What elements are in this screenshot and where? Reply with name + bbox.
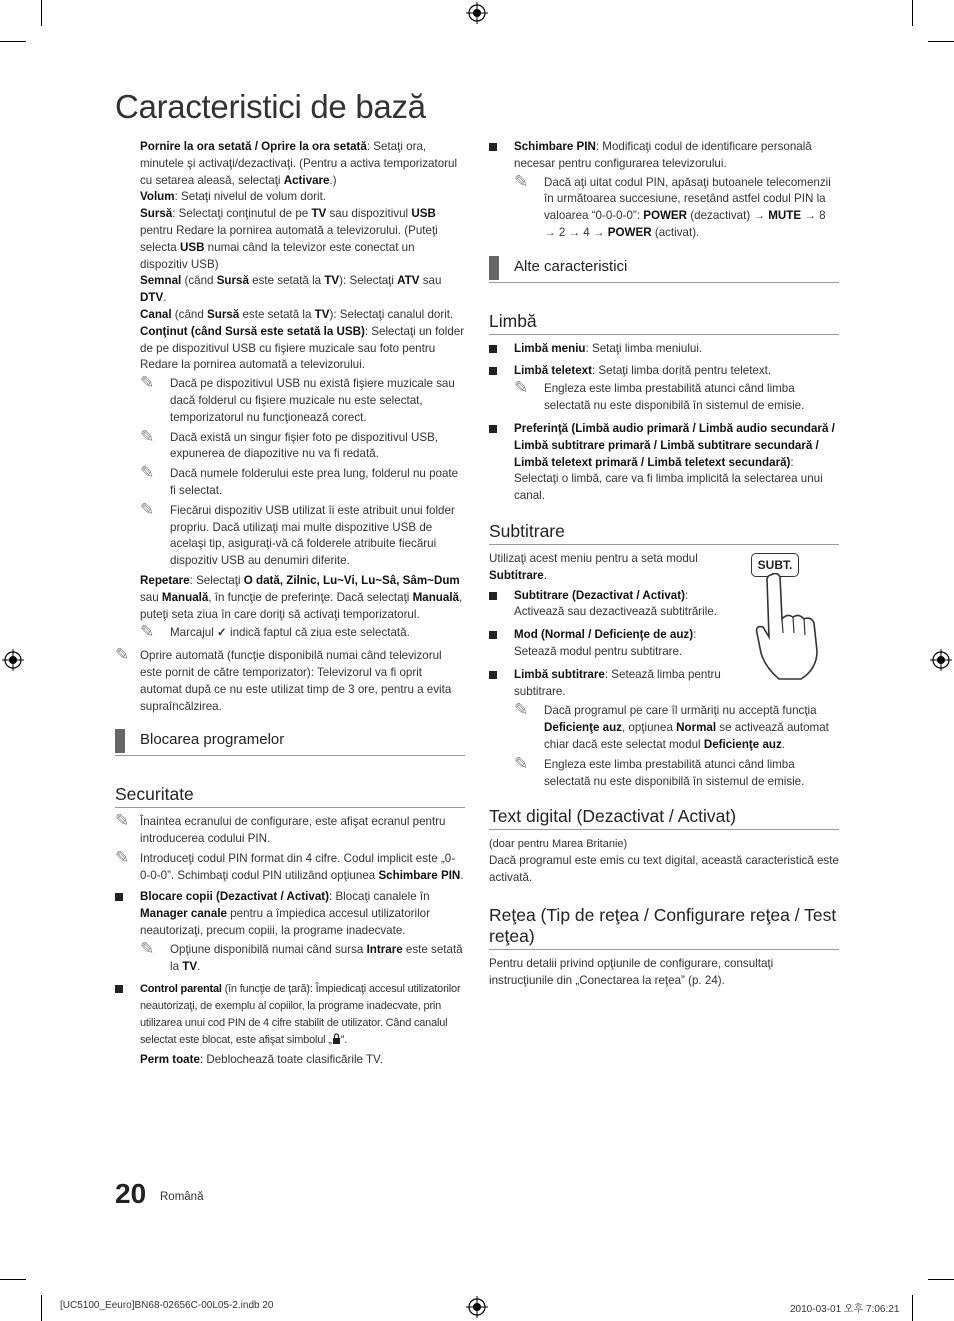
option-text: este setată la	[248, 274, 325, 288]
option-name: Limbă teletext	[514, 363, 592, 377]
option-text: ): Selectaţi canalul dorit.	[329, 307, 454, 321]
option-text: : Selectaţi un folder de pe dispozitivul USB cu fişiere muzicale sau foto pentru Redare la pornirea automată a televizorului.	[140, 324, 465, 372]
section-heading-subtitle: Subtitrare	[489, 521, 839, 545]
option-text: ”.	[340, 1033, 348, 1046]
section-heading-security: Securitate	[115, 784, 465, 808]
note-text: Dacă numele folderului este prea lung, folderul nu poate fi selectat.	[170, 467, 459, 497]
note-text: Dacă pe dispozitivul USB nu există fişiere muzicale sau dacă folderul cu fişiere muzicale nu este selectat, temporizatorul nu funcţionează corect.	[170, 377, 455, 424]
subt-button-label: SUBT.	[757, 557, 793, 572]
bullet-item	[489, 667, 734, 701]
option-name: Limbă meniu	[514, 341, 586, 355]
pencil-note-icon: ✎	[140, 499, 155, 519]
page-language: Română	[160, 1191, 204, 1203]
option-name: Sursă	[140, 207, 173, 221]
note-text: este setată la	[170, 942, 463, 973]
crop-mark	[0, 41, 26, 42]
option-name: Manuală	[161, 590, 209, 604]
option-name: DTV	[140, 291, 164, 305]
option-text: : Activează sau dezactivează subtitrările.	[514, 588, 717, 619]
option-text: : Setaţi ora, minutele şi activaţi/dezactivaţi. (Pentru a activa temporizatorul cu setarea aleasă, selectaţi	[140, 140, 458, 187]
right-column	[489, 139, 839, 989]
option-text: : Setaţi limba dorită pentru teletext.	[591, 363, 772, 377]
option-name: Sursă	[207, 307, 240, 321]
note-text: .	[460, 868, 464, 882]
checkmark-icon: ✓	[217, 626, 227, 640]
option-name: Schimbare PIN	[514, 140, 596, 153]
note-text: (activat).	[651, 225, 700, 239]
auto-off-note	[115, 645, 465, 715]
option-name: Volum	[140, 190, 175, 204]
perm-paragraph	[115, 1052, 465, 1069]
note-text: Fiecărui dispozitiv USB utilizat îi este atribuit unui folder propriu. Dacă utilizaţi mai multe dispozitive USB de acelaşi tip, asiguraţi-vă că folderele atribuite fiecărui dispozitiv USB au denumiri diferite.	[170, 503, 455, 568]
note	[514, 700, 839, 753]
option-name: Repetare	[140, 573, 190, 587]
crop-mark	[928, 1279, 954, 1280]
section-heading-digital-text: Text digital (Dezactivat / Activat)	[489, 806, 839, 830]
note-text: .	[197, 959, 201, 973]
note-text: (dezactivat) →	[687, 209, 769, 223]
pencil-note-icon: ✎	[514, 171, 529, 191]
pencil-note-icon: ✎	[140, 426, 155, 446]
option-text: .	[163, 291, 167, 305]
page-number: 20	[115, 1178, 147, 1209]
digital-text-note: (doar pentru Marea Britanie)	[489, 838, 628, 851]
option-name: Sursă	[216, 274, 249, 288]
option-name: Deficienţe auz	[544, 721, 622, 735]
page-title: Caracteristici de bază	[115, 88, 426, 125]
option-name: Subtitrare (Dezactivat / Activat)	[514, 588, 685, 602]
option-text: sau dispozitivul	[326, 207, 412, 221]
option-text: .)	[329, 173, 337, 187]
option-name: TV	[324, 274, 340, 288]
option-name: Preferinţă (Limbă audio primară / Limbă audio secundară / Limbă subtitrare primară / Limbă subtitrare secundară / Limbă teletext primară / Limbă teletext secundară)	[514, 421, 835, 469]
intro-text: Utilizaţi acest meniu pentru a seta modul	[489, 551, 698, 565]
option-name: Perm toate	[140, 1052, 200, 1066]
note-text: Opţiune disponibilă numai când sursa	[170, 942, 367, 956]
section-heading-network: Reţea (Tip de reţea / Configurare reţea / Test reţea)	[489, 905, 839, 950]
note-text: Engleza este limba prestabilită atunci când limba selectată nu este disponibilă în sistemul de emisie.	[544, 757, 805, 788]
option-text: : Setează modul pentru subtitrare.	[514, 628, 697, 658]
option-text: sau	[419, 274, 442, 288]
option-name: O dată, Zilnic, Lu~Vi, Lu~Sâ, Sâm~Dum	[243, 573, 460, 587]
subsection-heading-other	[489, 256, 839, 283]
repeat-paragraph	[140, 573, 465, 623]
bullet-item	[489, 363, 839, 415]
bullet-item	[115, 889, 465, 975]
intro-text: .	[543, 568, 547, 582]
note	[140, 499, 465, 570]
option-name: Activare	[283, 173, 330, 187]
pencil-note-icon: ✎	[514, 700, 529, 720]
option-text: : Setează limba pentru subtitrare.	[514, 667, 721, 698]
option-text: (în funcţie de ţară): Împiedicaţi accesul utilizatorilor neautorizaţi, de exemplu al copiilor, la programe inadecvate, prin utilizarea unui cod PIN de 4 cifre stabilit de utilizator. Când canalul selectat este blocat, este afişat simbolul „	[140, 983, 461, 1046]
note-text: , opţiunea	[621, 721, 677, 735]
network-description: Pentru detalii privind opţiunile de configurare, consultaţi instrucţiunile din „Conectarea la reţea” (p. 24).	[489, 956, 774, 987]
registration-mark-icon	[466, 2, 488, 24]
bullet-square-icon	[115, 985, 123, 993]
crop-mark	[41, 1295, 42, 1321]
note	[140, 622, 465, 642]
option-text: , în funcţie de preferinţe. Dacă selectaţi	[208, 590, 413, 604]
note-text: se activează automat chiar dacă este selectat modul	[544, 721, 829, 751]
note-text: Introduceţi codul PIN format din 4 cifre. Codul implicit este „0-0-0-0”. Schimbaţi codul PIN utilizând opţiunea	[140, 851, 456, 882]
note	[514, 753, 839, 791]
note	[140, 426, 465, 464]
channel-paragraph	[140, 307, 465, 324]
note	[514, 171, 839, 242]
option-name: Deficienţe auz	[703, 737, 782, 751]
option-name: Mod (Normal / Deficienţe de auz)	[514, 628, 694, 642]
lock-icon	[332, 1034, 341, 1046]
pencil-note-icon: ✎	[140, 622, 155, 642]
option-text: : Blocaţi canalele în	[329, 890, 430, 904]
option-text: : Setaţi limba meniului.	[585, 341, 703, 355]
option-text: : Modificaţi codul de identificare personală necesar pentru configurarea televizorului.	[514, 140, 812, 170]
pencil-note-icon: ✎	[140, 938, 155, 958]
option-text: , puteţi seta ziua în care doriţi să activaţi temporizatorul.	[140, 590, 463, 621]
subtitle-block	[489, 551, 839, 790]
left-column	[115, 139, 465, 1068]
option-text: pentru Redare la pornirea automată a televizorului. (Puteţi selecta	[140, 223, 438, 254]
option-name: TV	[311, 207, 327, 221]
option-name: Conţinut (când Sursă este setată la USB)	[140, 324, 365, 338]
heading-bar	[489, 256, 499, 280]
subtitle-text-block	[489, 551, 734, 700]
bullet-square-icon	[489, 367, 497, 375]
pencil-note-icon: ✎	[115, 645, 130, 665]
content-paragraph	[140, 324, 465, 374]
bullet-item	[489, 341, 839, 358]
option-name: Limbă subtitrare	[514, 667, 605, 681]
option-text: : Selectaţi	[189, 573, 244, 587]
registration-mark-icon	[930, 649, 952, 671]
option-name: USB	[411, 207, 436, 221]
crop-mark	[928, 41, 954, 42]
subsection-heading-lock	[115, 729, 465, 756]
registration-mark-icon	[466, 1296, 488, 1318]
pencil-note-icon: ✎	[514, 753, 529, 773]
note-text: Dacă aţi uitat codul PIN, apăsaţi butoanele telecomenzii în următoarea succesiune, resetând astfel codul PIN la valoarea “0-0-0-0”:	[544, 175, 831, 223]
footer-file-info: [UC5100_Eeuro]BN68-02656C-00L05-2.indb 20	[60, 1300, 274, 1311]
option-name: Manuală	[412, 590, 459, 604]
heading-text: Blocarea programelor	[140, 731, 285, 749]
bullet-square-icon	[489, 143, 497, 151]
note	[115, 811, 465, 848]
bullet-square-icon	[489, 631, 497, 639]
option-text: este setată la	[239, 307, 315, 321]
bullet-square-icon	[489, 425, 497, 433]
note-text: Marcajul	[170, 626, 218, 640]
option-name: Semnal	[140, 274, 182, 288]
option-text: ): Selectaţi	[339, 274, 398, 288]
pencil-note-icon: ✎	[140, 463, 155, 483]
note-text: Dacă programul pe care îl urmăriţi nu acceptă funcţia	[544, 704, 817, 718]
section-heading-language: Limbă	[489, 311, 839, 335]
source-paragraph	[140, 206, 465, 273]
crop-mark	[912, 1295, 913, 1321]
option-text: numai când la televizor este conectat un dispozitiv USB)	[140, 240, 415, 271]
timer-paragraph	[140, 139, 465, 189]
bullet-item	[489, 421, 839, 505]
option-text: : Selectaţi o limbă, care va fi limba implicită la selectarea unui canal.	[514, 455, 823, 503]
option-name: Pornire la ora setată / Oprire la ora setată	[140, 140, 367, 153]
registration-mark-icon	[2, 649, 24, 671]
subtitle-intro	[489, 551, 734, 585]
option-name: Intrare	[366, 942, 403, 956]
bullet-item	[115, 981, 465, 1048]
note	[140, 463, 465, 500]
timer-options	[115, 139, 465, 642]
option-text: : Selectaţi conţinutul de pe	[172, 207, 312, 221]
option-text: pentru a împiedica accesul utilizatorilor neautorizaţi, precum copiii, la programe inadecvate.	[140, 907, 430, 938]
option-name: MUTE	[768, 209, 802, 223]
note	[140, 938, 465, 976]
note-text: Oprire automată (funcţie disponibilă numai când televizorul este pornit de către temporizator): Televizorul va fi oprit automat după ce nu este utilizat timp de 3 ore, pentru a evita supraîncălzirea.	[140, 649, 452, 713]
bullet-item	[489, 139, 839, 242]
pencil-note-icon: ✎	[140, 373, 155, 393]
pencil-note-icon: ✎	[115, 811, 130, 831]
option-name: Blocare copii (Dezactivat / Activat)	[140, 890, 329, 904]
pencil-note-icon: ✎	[514, 378, 529, 398]
option-text: : Setaţi nivelul de volum dorit.	[174, 190, 327, 204]
pencil-note-icon: ✎	[115, 847, 130, 867]
option-text: sau	[140, 590, 162, 604]
option-text: : Deblochează toate clasificările TV.	[199, 1052, 383, 1066]
pointing-hand-icon	[751, 573, 831, 681]
note	[140, 373, 465, 426]
option-name: TV	[182, 959, 198, 973]
digital-text-description: Dacă programul este emis cu text digital, această caracteristică este activată.	[489, 854, 839, 884]
subt-remote-illustration	[751, 553, 831, 683]
option-name: Manager canale	[140, 907, 227, 921]
option-name: Schimbare PIN	[378, 868, 461, 882]
footer-timestamp: 2010-03-01 오후 7:06:21	[790, 1304, 900, 1315]
option-name: Subtitrare	[489, 568, 544, 582]
note	[514, 378, 839, 415]
option-name: POWER	[643, 209, 688, 223]
note-text: Dacă există un singur fişier foto pe dispozitivul USB, expunerea de diapozitive nu va fi redată.	[170, 430, 439, 461]
option-name: Normal	[676, 721, 717, 735]
note-text: Înaintea ecranului de configurare, este afişat ecranul pentru introducerea codului PIN.	[140, 815, 446, 846]
option-name: Control parental	[140, 983, 222, 996]
option-name: USB	[179, 240, 205, 254]
note	[115, 847, 465, 885]
heading-bar	[115, 729, 125, 753]
note-text: .	[781, 737, 786, 751]
option-text: (când	[181, 274, 217, 288]
option-text: (când	[171, 307, 208, 321]
bullet-item	[489, 627, 734, 661]
note-text: → 8 → 2 → 4 →	[544, 209, 826, 239]
note-text: Engleza este limba prestabilită atunci când limba selectată nu este disponibilă în sistemul de emisie.	[544, 382, 805, 413]
bullet-square-icon	[115, 893, 123, 901]
bullet-item	[489, 588, 734, 622]
option-name: TV	[314, 307, 330, 321]
crop-mark	[41, 0, 42, 26]
volume-paragraph	[140, 189, 465, 206]
bullet-square-icon	[489, 592, 497, 600]
option-name: Canal	[140, 307, 172, 321]
note-text: indică faptul că ziua este selectată.	[226, 626, 410, 640]
signal-paragraph	[140, 273, 465, 307]
heading-text: Alte caracteristici	[514, 257, 628, 275]
crop-mark	[912, 0, 913, 26]
bullet-square-icon	[489, 345, 497, 353]
option-name: ATV	[397, 274, 420, 288]
option-name: POWER	[607, 225, 652, 239]
crop-mark	[0, 1279, 26, 1280]
bullet-square-icon	[489, 671, 497, 679]
